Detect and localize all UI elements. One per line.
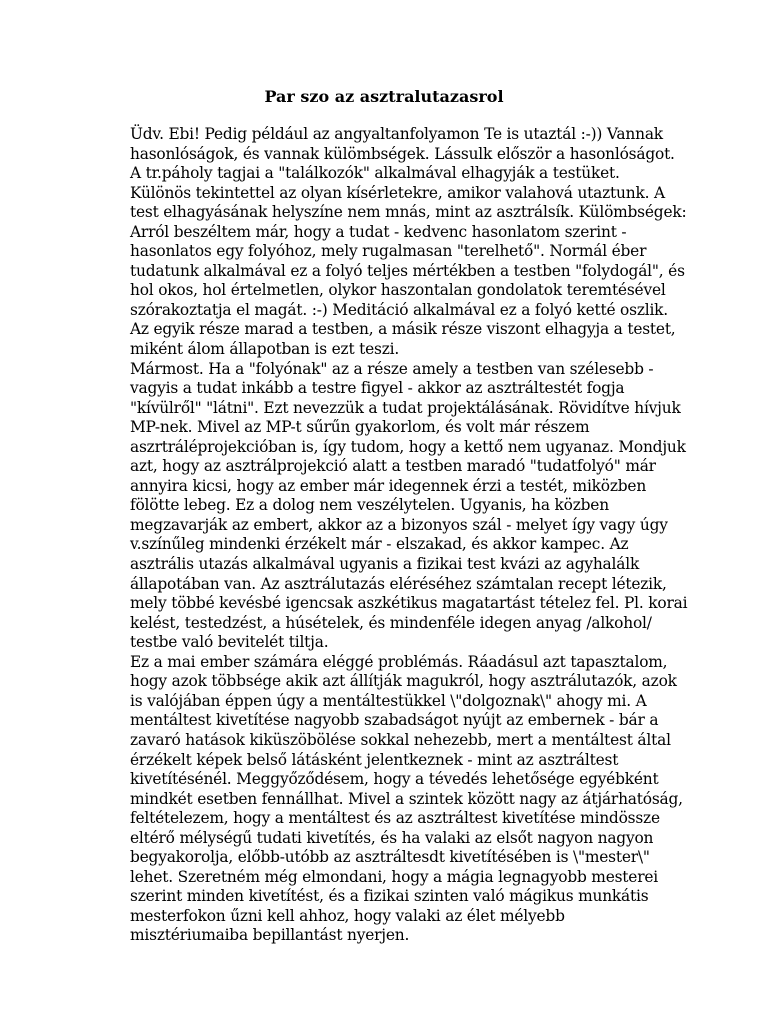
document-title: Par szo az asztralutazasrol xyxy=(264,87,504,106)
document-body xyxy=(130,125,720,946)
paragraph-3: Ez a mai ember számára eléggé problémás. Ráadásul azt tapasztalom, hogy azok többsége akik azt állítják magukról, hogy asztrálutazók, azok is valójában éppen úgy a mentáltestükkel \"dolgoznak\" ahogy mi. A mentáltest kivetítése nagyobb szabadságot nyújt az embernek - bár a zavaró hatások kiküszöbölése sokkal nehezebb, mert a mentáltest által érzékelt képek belső látásként jelentkeznek - mint az asztráltest kivetítésénél. Meggyőződésem, hogy a tévedés lehetősége egyébként mindkét esetben fennállhat. Mivel a szintek között nagy az átjárhatóság, feltételezem, hogy a mentáltest és az asztráltest kivetítése mindössze eltérő mélységű tudati kivetítés, és ha valaki az elsőt nagyon nagyon begyakorolja, előbb-utóbb az asztráltesdt kivetítésében is \"mester\" lehet. Szeretném még elmondani, hogy a mágia legnagyobb mesterei szerint minden kivetítést, és a fizikai szinten való mágikus munkátis mesterfokon űzni kell ahhoz, hogy valaki az élet mélyebb misztériumaiba bepillantást nyerjen. xyxy=(130,652,683,945)
paragraph-1: Üdv. Ebi! Pedig például az angyaltanfolyamon Te is utaztál :-)) Vannak hasonlóságok, és vannak külömbségek. Lássulk először a hasonlóságot. A tr.páholy tagjai a "találkozók" alkalmával elhagyják a testüket. Különös tekintettel az olyan kísérletekre, amikor valahová utaztunk. A test elhagyásának helyszíne nem mnás, mint az asztrálsík. Külömbségek: Arról beszéltem már, hogy a tudat - kedvenc hasonlatom szerint - hasonlatos egy folyóhoz, mely rugalmasan "terelhető". Normál éber tudatunk alkalmával ez a folyó teljes mértékben a testben "folydogál", és hol okos, hol értelmetlen, olykor haszontalan gondolatok teremtésével szórakoztatja el magát. :-) Meditáció alkalmával ez a folyó ketté oszlik. Az egyik része marad a testben, a másik része viszont elhagyja a testet, miként álom állapotban is ezt teszi. xyxy=(130,125,687,359)
paragraph-2: Mármost. Ha a "folyónak" az a része amely a testben van szélesebb - vagyis a tudat inkább a testre figyel - akkor az asztráltestét fogja "kívülről" "látni". Ezt nevezzük a tudat projektálásának. Rövidítve hívjuk MP-nek. Mivel az MP-t sűrűn gyakorlom, és volt már részem aszrtráléprojekcióban is, így tudom, hogy a kettő nem ugyanaz. Mondjuk azt, hogy az asztrálprojekció alatt a testben maradó "tudatfolyó" már annyira kicsi, hogy az ember már idegennek érzi a testét, miközben fölötte lebeg. Ez a dolog nem veszélytelen. Ugyanis, ha közben megzavarják az embert, akkor az a bizonyos szál - melyet így vagy úgy v.színűleg mindenki érzékelt már - elszakad, és akkor kampec. Az asztrális utazás alkalmával ugyanis a fizikai test kvázi az agyhalálk állapotában van. Az asztrálutazás eléréséhez számtalan recept létezik, mely többé kevésbé igencsak aszkétikus magatartást tételez fel. Pl. korai kelést, testedzést, a húsételek, és mindenféle idegen anyag /alkohol/ testbe való bevitelét tiltja. xyxy=(130,359,688,652)
